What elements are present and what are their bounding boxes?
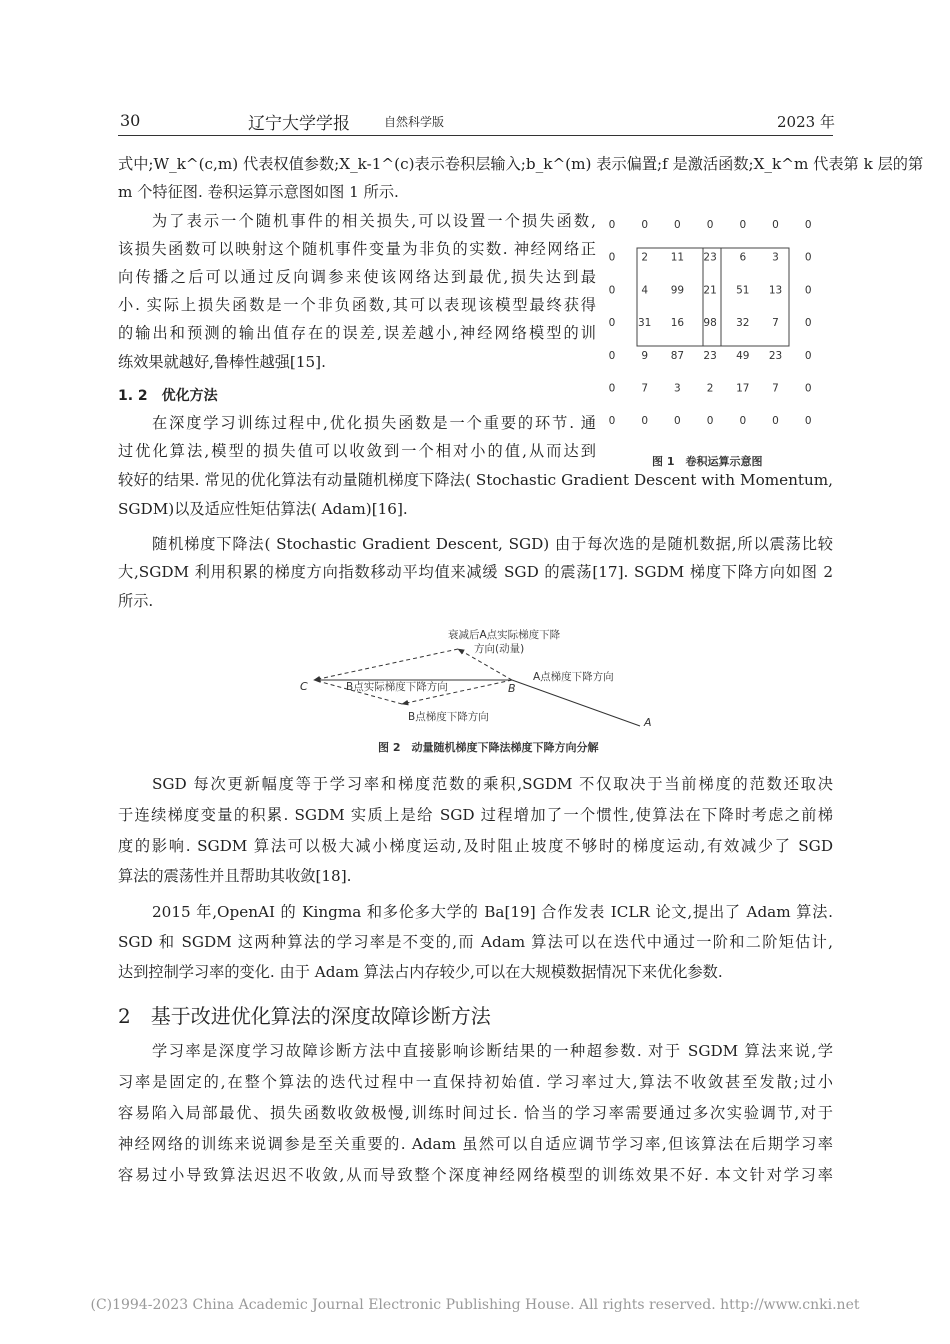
para1-line2: 该损失函数可以映射这个随机事件变量为非负的实数. 神经网络正	[118, 240, 596, 258]
matrix-cell: 0	[804, 219, 812, 231]
para4-line2: 于连续梯度变量的积累. SGDM 实质上是给 SGD 过程增加了一个惯性,使算法在下降时考虑之前梯	[118, 806, 833, 824]
matrix-cell: 0	[706, 415, 714, 428]
matrix-cell: 23	[703, 349, 717, 362]
matrix-cell: 7	[772, 382, 779, 395]
matrix-cell: 0	[804, 382, 812, 395]
para1-line5: 的输出和预测的输出值存在的误差,误差越小,神经网络模型的训	[118, 324, 596, 342]
matrix-cell: 23	[703, 251, 717, 264]
matrix-cell: 0	[804, 284, 812, 297]
para4-line1: SGD 每次更新幅度等于学习率和梯度范数的乘积,SGDM 不仅取决于当前梯度的范数还取决	[152, 775, 833, 793]
label-right: A点梯度下降方向	[533, 671, 614, 683]
matrix-cell: 0	[608, 219, 616, 231]
matrix-cell: 11	[670, 251, 685, 264]
figure1-caption: 图 1 卷积运算示意图	[652, 455, 763, 468]
matrix-cell: 2	[641, 251, 649, 264]
para6-line1: 学习率是深度学习故障诊断方法中直接影响诊断结果的一种超参数. 对于 SGDM 算法来说,学	[152, 1042, 833, 1060]
para2-line3: 较好的结果. 常见的优化算法有动量随机梯度下降法( Stochastic Gradient Descent with Momentum,	[118, 471, 833, 489]
figure2-caption: 图 2 动量随机梯度下降法梯度下降方向分解	[378, 741, 599, 754]
para0-line1	[118, 154, 924, 174]
matrix-cell: 0	[804, 349, 812, 362]
label-top-2: 方向(动量)	[474, 643, 525, 655]
matrix-cell: 13	[768, 284, 783, 297]
matrix-cell: 98	[703, 317, 717, 330]
para1-line4: 小. 实际上损失函数是一个非负函数,其可以表现该模型最终获得	[118, 296, 596, 314]
matrix-cell: 0	[739, 219, 747, 231]
journal-edition: 自然科学版	[384, 115, 445, 129]
matrix-cell: 87	[670, 349, 685, 362]
matrix-cell: 0	[608, 382, 616, 395]
section-heading-2: 2 基于改进优化算法的深度故障诊断方法	[118, 1004, 491, 1028]
matrix-cell: 7	[772, 317, 779, 330]
matrix-cell: 2	[706, 382, 714, 395]
matrix-cell: 0	[804, 317, 812, 330]
para2-line2: 过优化算法,模型的损失值可以收敛到一个相对小的值,从而达到	[118, 442, 596, 460]
para5-line3: 达到控制学习率的变化. 由于 Adam 算法占内存较少,可以在大规模数据情况下来优化参数.	[118, 963, 723, 981]
matrix-cell: 32	[736, 317, 750, 330]
arrow-momentum-to-c	[314, 649, 458, 680]
para4-line4: 算法的震荡性并且帮助其收敛[18].	[118, 867, 352, 885]
para5-line1: 2015 年,OpenAI 的 Kingma 和多伦多大学的 Ba[19] 合作发表 ICLR 论文,提出了 Adam 算法.	[152, 903, 833, 921]
label-top-1: 衰减后A点实际梯度下降	[448, 629, 561, 641]
para6-line3: 容易陷入局部最优、损失函数收敛极慢,训练时间过长. 恰当的学习率需要通过多次实验调节,对于	[118, 1104, 833, 1122]
matrix-cell: 0	[608, 251, 616, 264]
matrix-cell: 4	[641, 284, 649, 297]
para2-line1: 在深度学习训练过程中,优化损失函数是一个重要的环节. 通	[152, 414, 596, 432]
matrix-cell: 0	[641, 219, 649, 231]
matrix-cell: 0	[608, 284, 616, 297]
para4-line3: 度的影响. SGDM 算法可以极大减小梯度运动,及时阻止坡度不够时的梯度运动,有效减少了 SGD	[118, 837, 833, 855]
matrix-cell: 16	[670, 317, 685, 330]
matrix-cell: 51	[736, 284, 750, 297]
matrix-cell: 17	[736, 382, 750, 395]
matrix-cell: 0	[674, 219, 681, 231]
matrix-cell: 3	[674, 382, 681, 395]
para6-line5: 容易过小导致算法迟迟不收敛,从而导致整个深度神经网络模型的训练效果不好. 本文针对学习率	[118, 1166, 833, 1184]
point-b: B	[508, 682, 516, 695]
para0-line2: m 个特征图. 卷积运算示意图如图 1 所示.	[118, 183, 399, 201]
matrix-cell: 49	[736, 349, 750, 362]
matrix-cell: 0	[608, 317, 616, 330]
figure1-matrix	[600, 208, 835, 436]
matrix-cell: 0	[608, 415, 616, 428]
para3-line2: 大,SGDM 利用积累的梯度方向指数移动平均值来减缓 SGD 的震荡[17]. SGDM 梯度下降方向如图 2	[118, 563, 833, 581]
matrix-cell: 0	[804, 415, 812, 428]
matrix-cell: 7	[641, 382, 649, 395]
matrix-cell: 0	[641, 415, 649, 428]
matrix-cell: 0	[772, 219, 779, 231]
arrow-a-gradient	[512, 680, 640, 726]
journal-title: 辽宁大学学报	[248, 114, 350, 134]
para3-line1: 随机梯度下降法( Stochastic Gradient Descent, SGD) 由于每次选的是随机数据,所以震荡比较	[152, 535, 833, 553]
label-bottom: B点梯度下降方向	[408, 711, 489, 723]
matrix-cell: 31	[638, 317, 652, 330]
para6-line2: 习率是固定的,在整个算法的迭代过程中一直保持初始值. 学习率过大,算法不收敛甚至发散;过小	[118, 1073, 833, 1091]
figure2-diagram	[290, 622, 670, 742]
point-c: C	[300, 680, 308, 693]
header-rule	[118, 135, 833, 136]
para6-line4: 神经网络的训练来说调参是至关重要的. Adam 虽然可以自适应调节学习率,但该算法在后期学习率	[118, 1135, 833, 1153]
point-a: A	[644, 716, 652, 729]
copyright-footer: (C)1994-2023 China Academic Journal Electronic Publishing House. All rights reserved. http://www.cnki.net	[90, 1297, 860, 1313]
para3-line3: 所示.	[118, 592, 154, 610]
para1-line6: 练效果就越好,鲁棒性越强[15].	[118, 353, 326, 371]
para5-line2: SGD 和 SGDM 这两种算法的学习率是不变的,而 Adam 算法可以在迭代中通过一阶和二阶矩估计,	[118, 933, 833, 951]
label-mid: B点实际梯度下降方向	[346, 681, 448, 693]
matrix-cell: 21	[703, 284, 717, 297]
matrix-cell: 6	[739, 251, 747, 264]
matrix-cell: 0	[706, 219, 714, 231]
journal-year: 2023 年	[777, 113, 835, 131]
matrix-cell: 0	[739, 415, 747, 428]
matrix-cell: 3	[772, 251, 779, 264]
formula-definition-text: 式中;W_k^(c,m) 代表权值参数;X_k-1^(c)表示卷积层输入;b_k^(m) 表示偏置;f 是激活函数;X_k^m 代表第 k 层的第	[118, 155, 924, 173]
para2-line4: SGDM)以及适应性矩估算法( Adam)[16].	[118, 500, 408, 518]
para1-line1: 为了表示一个随机事件的相关损失,可以设置一个损失函数,	[152, 212, 596, 230]
matrix-cell: 99	[670, 284, 685, 297]
matrix-cell: 0	[772, 415, 779, 428]
matrix-cell: 23	[768, 349, 783, 362]
matrix-cell: 0	[804, 251, 812, 264]
section-heading-1-2: 1. 2 优化方法	[118, 388, 218, 404]
para1-line3: 向传播之后可以通过反向调参来使该网络达到最优,损失达到最	[118, 268, 596, 286]
matrix-cell: 0	[608, 349, 616, 362]
page-number: 30	[120, 111, 141, 130]
matrix-cell: 9	[641, 349, 649, 362]
matrix-cell: 0	[674, 415, 681, 428]
